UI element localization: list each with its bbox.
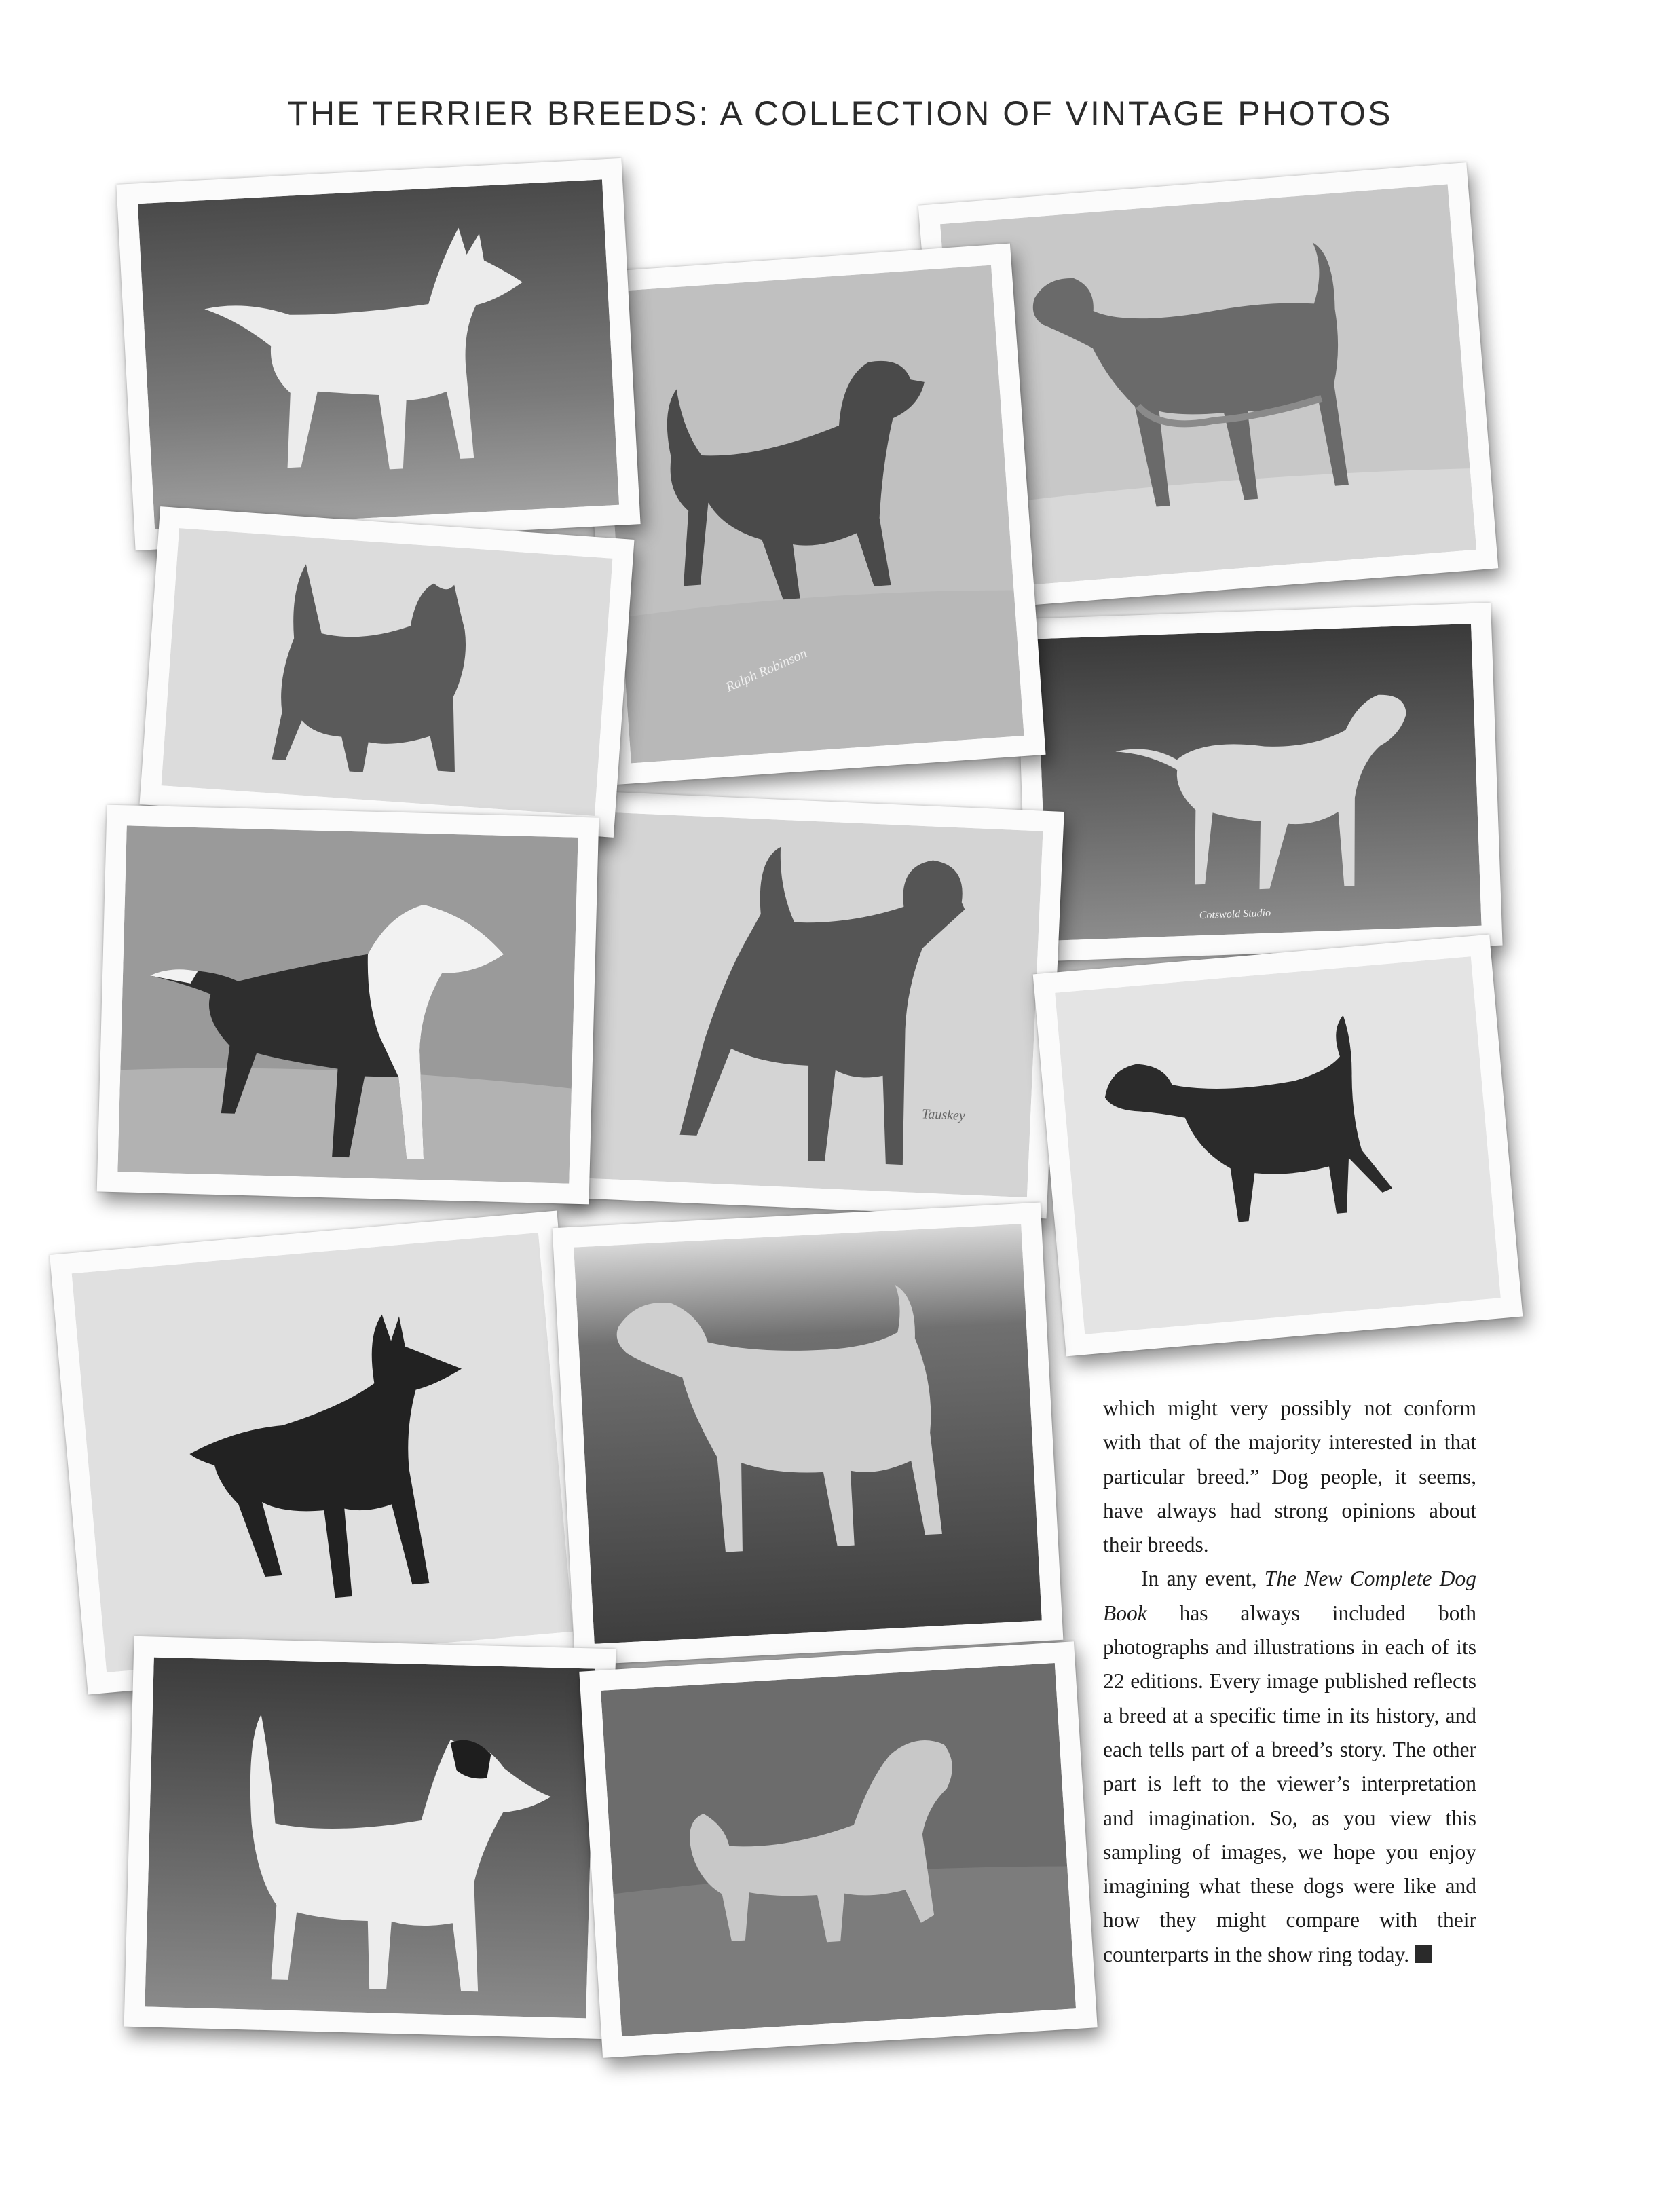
- article-body: [1103, 1391, 1476, 1972]
- norfolk-terrier-icon: [601, 1663, 1076, 2036]
- bull-terrier-colored-icon: [117, 825, 578, 1183]
- photo-airedale-terrier: [558, 791, 1064, 1219]
- airedale-terrier-icon: [580, 812, 1043, 1197]
- toy-manchester-terrier-icon: [72, 1233, 574, 1672]
- bedlington-terrier-icon: [1037, 624, 1481, 941]
- bull-terrier-white-icon: [138, 179, 619, 529]
- article-text: has always included both photographs and illustrations in each of its 22 editions. Every image published reflects a breed at a specific time in its history, and each tells part of a breed’s story. The other part is left to the viewer’s interpretation and imagination. So, as you view this sampling of images, we hope you enjoy imagining what these dogs were like and how they might compare with their counterparts in the show ring today.: [1103, 1601, 1476, 1966]
- photo-welsh-terrier: [1033, 935, 1523, 1357]
- end-of-article-icon: [1415, 1945, 1432, 1963]
- border-terrier-icon: [598, 265, 1024, 764]
- page-title: THE TERRIER BREEDS: A COLLECTION OF VINTAGE PHOTOS: [287, 94, 1393, 132]
- photo-bull-terrier-colored: [97, 805, 599, 1205]
- photo-smooth-fox-terrier: [124, 1636, 616, 2039]
- smooth-fox-terrier-icon: [145, 1658, 595, 2019]
- photo-cairn-terrier: [140, 506, 635, 838]
- photo-kerry-blue-terrier: [553, 1203, 1064, 1666]
- photo-norfolk-terrier: [579, 1641, 1097, 2058]
- studio-signature: Ralph Robinson: [724, 646, 810, 695]
- article-lead: In any event,: [1141, 1567, 1265, 1591]
- kerry-blue-terrier-icon: [574, 1224, 1042, 1644]
- studio-signature: Cotswold Studio: [1199, 907, 1271, 922]
- photo-bedlington-terrier: [1015, 603, 1502, 962]
- book-title: The New Complete Dog Book: [1103, 1567, 1476, 1625]
- studio-signature: Tauskey: [921, 1106, 966, 1124]
- photo-border-terrier: [576, 244, 1045, 785]
- article-paragraph: [1103, 1562, 1476, 1972]
- welsh-terrier-icon: [1055, 956, 1501, 1334]
- cairn-terrier-icon: [162, 528, 613, 816]
- photo-toy-manchester-terrier: [50, 1211, 595, 1695]
- article-paragraph: which might very possibly not conform with that of the majority interested in that particular breed.” Dog people, it seems, have always had strong opinions about their breeds.: [1103, 1396, 1476, 1557]
- photo-bull-terrier-white: [116, 158, 640, 550]
